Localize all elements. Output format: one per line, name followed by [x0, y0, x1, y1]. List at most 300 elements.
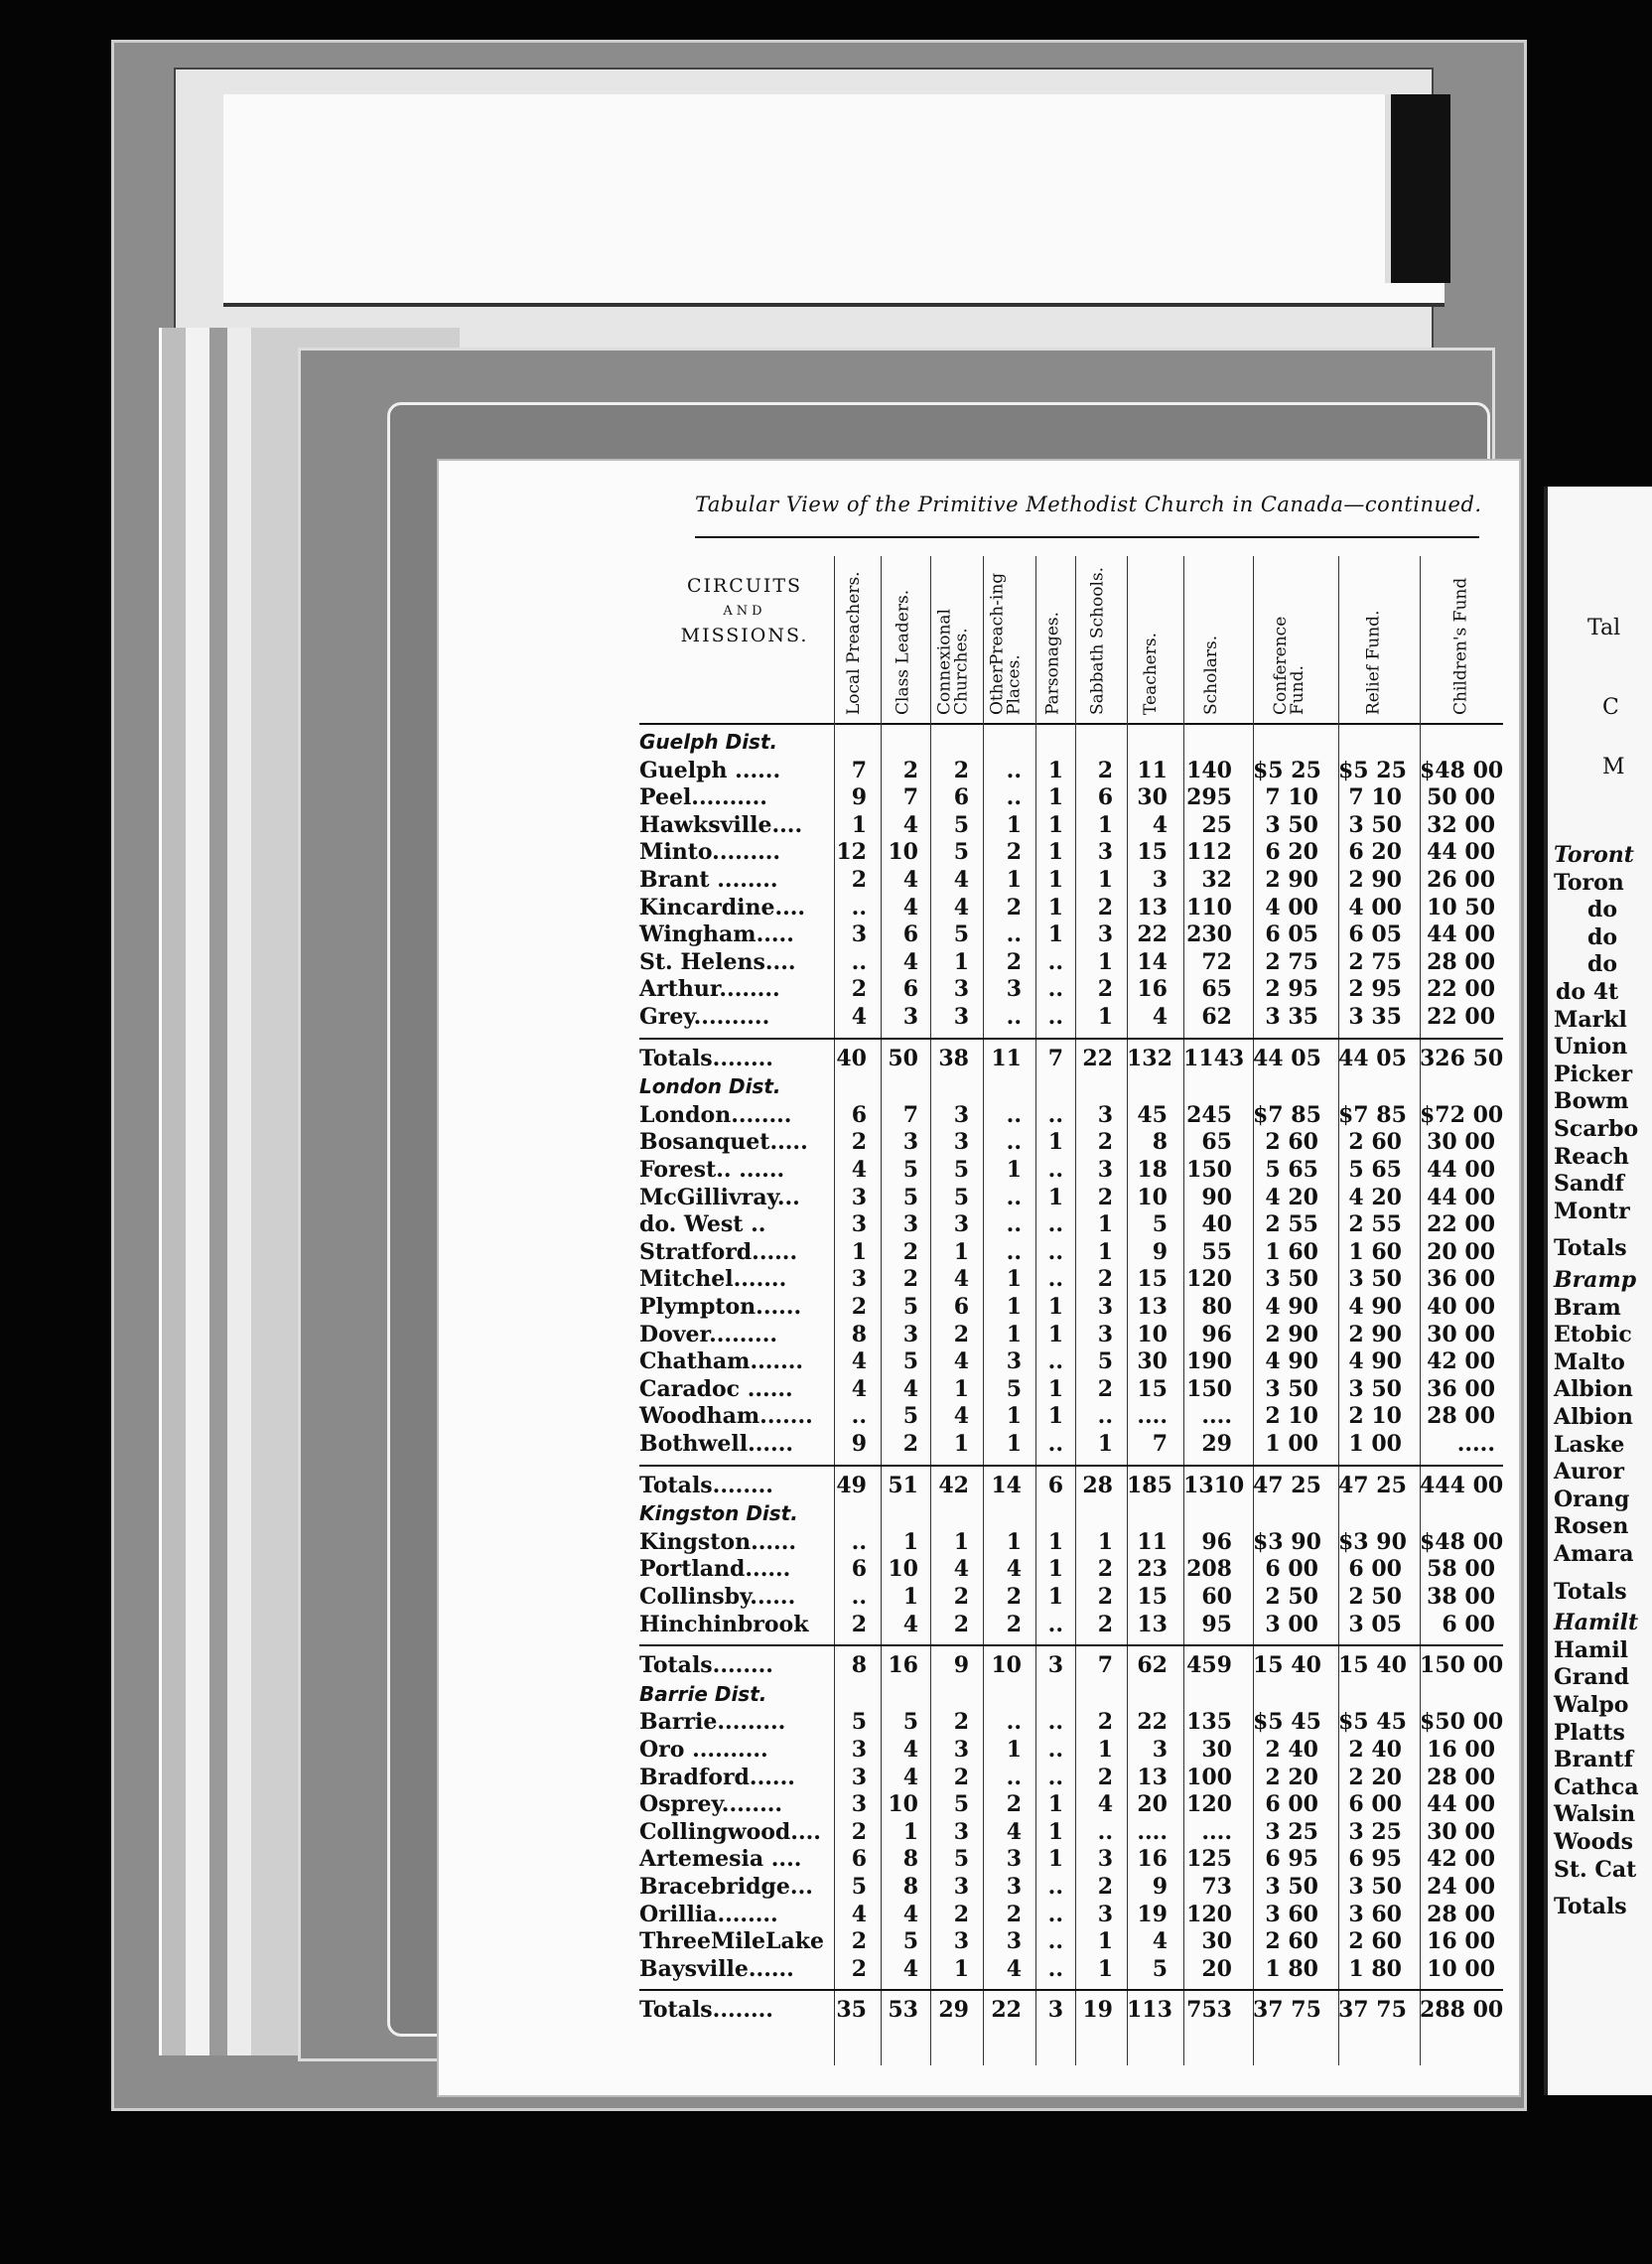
right-page-line: Picker	[1554, 1061, 1633, 1087]
table-cell: 90	[1201, 1184, 1232, 1210]
table-cell: 2	[902, 1238, 918, 1265]
totals-cell: 8	[851, 1652, 867, 1679]
right-page-line: Grand	[1554, 1664, 1630, 1691]
table-cell: 3	[1097, 1101, 1113, 1128]
circuit-name: Bradford......	[639, 1764, 795, 1790]
table-cell: 150	[1186, 1157, 1232, 1183]
right-page-line: Laske	[1554, 1431, 1625, 1458]
circuit-name: Bosanquet.....	[639, 1129, 808, 1156]
circuit-name: McGillivray...	[639, 1184, 800, 1210]
totals-rule	[639, 1989, 1503, 1991]
table-cell: 1	[1047, 894, 1063, 920]
table-cell: 2	[851, 1818, 867, 1845]
totals-label: Totals........	[639, 1997, 773, 2024]
circuit-name: Guelph ......	[639, 757, 781, 783]
table-cell: 3	[1097, 1846, 1113, 1873]
table-cell: 3	[1006, 1846, 1022, 1873]
table-cell: 3	[851, 921, 867, 948]
table-cell: 4	[851, 1004, 867, 1030]
table-cell: 3	[1006, 1348, 1022, 1375]
table-cell: 1 80	[1265, 1955, 1318, 1982]
table-cell: ..	[1006, 1211, 1022, 1238]
table-cell: 6 00	[1348, 1556, 1402, 1583]
totals-rule	[639, 1644, 1503, 1646]
table-cell: 36 00	[1427, 1375, 1495, 1402]
table-cell: 96	[1201, 1528, 1232, 1555]
table-cell: 9	[1152, 1874, 1168, 1900]
table-cell: 2	[953, 1709, 969, 1736]
table-cell: 4 90	[1348, 1348, 1402, 1375]
table-cell: 16 00	[1427, 1737, 1495, 1763]
right-page-line: Scarbo	[1554, 1116, 1639, 1142]
circuit-name: Portland......	[639, 1556, 791, 1583]
circuit-name: Arthur........	[639, 976, 780, 1003]
circuit-name: Oro ..........	[639, 1737, 768, 1763]
table-cell: 2	[851, 1955, 867, 1982]
circuit-name: Hinchinbrook	[639, 1611, 809, 1637]
column-header-1: Local Preachers.	[844, 571, 864, 715]
table-cell: 1	[1047, 1184, 1063, 1210]
table-cell: 3 50	[1265, 811, 1318, 838]
table-cell: 9	[1152, 1238, 1168, 1265]
table-cell: 3 00	[1265, 1611, 1318, 1637]
table-cell: 2	[953, 1611, 969, 1637]
table-cell: 3	[1152, 867, 1168, 893]
table-cell: 20 00	[1427, 1238, 1495, 1265]
table-cell: 1	[1006, 1528, 1022, 1555]
table-cell: 5	[851, 1874, 867, 1900]
right-page-line: Albion	[1554, 1376, 1633, 1403]
table-cell: 2	[1097, 1266, 1113, 1293]
circuit-name: Dover.........	[639, 1321, 778, 1347]
table-cell: 3 50	[1265, 1266, 1318, 1293]
table-cell: 16 00	[1427, 1928, 1495, 1955]
table-cell: ..	[851, 1403, 867, 1430]
table-cell: 4	[902, 1611, 918, 1637]
totals-cell: 47 25	[1253, 1472, 1321, 1498]
table-cell: 1	[1097, 1211, 1113, 1238]
table-cell: 23	[1137, 1556, 1168, 1583]
circuit-name: Peel..........	[639, 784, 767, 811]
right-page-line: Bowm	[1554, 1088, 1629, 1115]
table-cell: 150	[1186, 1375, 1232, 1402]
table-cell: ..	[1047, 1928, 1063, 1955]
table-cell: 6	[953, 1294, 969, 1320]
totals-cell: 444 00	[1420, 1472, 1504, 1498]
table-cell: 10	[888, 1556, 918, 1583]
table-cell: 4 90	[1265, 1294, 1318, 1320]
table-cell: 2 10	[1348, 1403, 1402, 1430]
table-cell: 2	[1097, 1129, 1113, 1156]
table-cell: 1 00	[1348, 1431, 1402, 1457]
column-header-11: Children's Fund	[1450, 577, 1471, 715]
table-cell: 1 60	[1265, 1238, 1318, 1265]
table-cell: 1	[1047, 1846, 1063, 1873]
totals-cell: 3	[1047, 1652, 1063, 1679]
totals-cell: 1143	[1183, 1045, 1245, 1071]
table-cell: 6 00	[1265, 1791, 1318, 1818]
totals-cell: 185	[1127, 1472, 1172, 1498]
table-cell: 30 00	[1427, 1321, 1495, 1347]
table-cell: 30	[1201, 1928, 1232, 1955]
table-cell: 2	[1097, 894, 1113, 920]
right-page	[1544, 487, 1652, 2095]
table-cell: 16	[1137, 1846, 1168, 1873]
right-page-line: Toron	[1554, 869, 1624, 896]
table-cell: 1	[1097, 1238, 1113, 1265]
table-cell: 3	[902, 1321, 918, 1347]
table-cell: 6 95	[1348, 1846, 1402, 1873]
table-cell: 2	[851, 1294, 867, 1320]
totals-cell: 44 05	[1338, 1045, 1407, 1071]
table-cell: 2	[902, 1266, 918, 1293]
table-cell: 1	[1047, 839, 1063, 866]
table-cell: 72	[1201, 948, 1232, 975]
right-page-line: Totals	[1554, 1578, 1627, 1605]
table-cell: 4	[1152, 1928, 1168, 1955]
circuit-name: Baysville......	[639, 1955, 794, 1982]
table-cell: 3 50	[1348, 1266, 1402, 1293]
table-cell: 3	[851, 1211, 867, 1238]
table-cell: 18	[1137, 1157, 1168, 1183]
table-cell: 1	[1006, 1294, 1022, 1320]
table-cell: 2 60	[1348, 1129, 1402, 1156]
table-cell: ..	[1047, 1874, 1063, 1900]
table-cell: 8	[851, 1321, 867, 1347]
blank-upper-sheet	[223, 94, 1445, 307]
right-page-line: Orang	[1554, 1486, 1630, 1512]
page-title: Tabular View of the Primitive Methodist Church in Canada—continued.	[695, 493, 1482, 516]
circuit-name: Hawksville....	[639, 811, 803, 838]
table-cell: 1	[1097, 1528, 1113, 1555]
table-cell: 5	[902, 1184, 918, 1210]
table-cell: 32 00	[1427, 811, 1495, 838]
table-cell: 58 00	[1427, 1556, 1495, 1583]
table-cell: 2 20	[1265, 1764, 1318, 1790]
table-cell: 1 00	[1265, 1431, 1318, 1457]
table-cell: 1	[1047, 1375, 1063, 1402]
circuit-name: Bracebridge...	[639, 1874, 813, 1900]
table-cell: 5	[953, 1846, 969, 1873]
table-cell: 4	[953, 1266, 969, 1293]
table-cell: 3	[953, 1874, 969, 1900]
right-page-line: do	[1587, 951, 1618, 978]
totals-cell: 28	[1082, 1472, 1113, 1498]
table-cell: 4	[902, 1901, 918, 1927]
table-cell: 45	[1137, 1101, 1168, 1128]
table-cell: 2	[902, 1431, 918, 1457]
table-cell: 1	[953, 1375, 969, 1402]
table-cell: 1 60	[1348, 1238, 1402, 1265]
table-cell: ..	[1006, 1184, 1022, 1210]
right-page-line: Malto	[1554, 1348, 1625, 1375]
table-cell: 5	[902, 1294, 918, 1320]
table-cell: 1	[1047, 784, 1063, 811]
table-cell: 3 25	[1265, 1818, 1318, 1845]
table-cell: 38 00	[1427, 1584, 1495, 1610]
right-page-line: Woods	[1554, 1829, 1634, 1855]
circuit-name: Plympton......	[639, 1294, 802, 1320]
table-cell: 13	[1137, 1764, 1168, 1790]
totals-cell: 37 75	[1338, 1997, 1407, 2024]
circuit-name: Caradoc ......	[639, 1375, 793, 1402]
table-cell: 44 00	[1427, 1791, 1495, 1818]
right-page-line: Walsin	[1554, 1801, 1636, 1828]
table-cell: 3	[851, 1764, 867, 1790]
table-cell: ..	[1047, 1431, 1063, 1457]
table-cell: 44 00	[1427, 1184, 1495, 1210]
totals-cell: 1310	[1183, 1472, 1245, 1498]
table-cell: ..	[851, 948, 867, 975]
totals-cell: 10	[991, 1652, 1022, 1679]
table-cell: $3 90	[1338, 1528, 1407, 1555]
table-cell: 44 00	[1427, 1157, 1495, 1183]
totals-rule	[639, 1465, 1503, 1467]
table-cell: 1	[902, 1818, 918, 1845]
totals-cell: 3	[1047, 1997, 1063, 2024]
column-header-5: Parsonages.	[1042, 611, 1063, 715]
table-cell: 28 00	[1427, 1764, 1495, 1790]
table-cell: 30 00	[1427, 1129, 1495, 1156]
table-cell: ..	[851, 894, 867, 920]
table-cell: 2	[1097, 1584, 1113, 1610]
table-cell: 4	[851, 1348, 867, 1375]
table-cell: 10	[888, 839, 918, 866]
table-cell: 8	[902, 1874, 918, 1900]
table-cell: 1	[1097, 1928, 1113, 1955]
table-cell: 4	[902, 1375, 918, 1402]
table-cell: ..	[1006, 1709, 1022, 1736]
table-cell: 6 20	[1348, 839, 1402, 866]
table-cell: 4 20	[1348, 1184, 1402, 1210]
table-cell: 5	[953, 921, 969, 948]
table-cell: 1	[953, 1528, 969, 1555]
table-cell: 2	[1097, 1709, 1113, 1736]
table-cell: 22	[1137, 921, 1168, 948]
table-cell: 3	[851, 1266, 867, 1293]
circuit-name: Osprey........	[639, 1791, 783, 1818]
table-cell: 2	[1097, 1764, 1113, 1790]
table-cell: 9	[851, 1431, 867, 1457]
right-page-line: St. Cat	[1554, 1856, 1637, 1883]
table-cell: 110	[1186, 894, 1232, 920]
table-cell: 5 65	[1348, 1157, 1402, 1183]
circuit-name: Bothwell......	[639, 1431, 794, 1457]
table-cell: 3	[953, 1211, 969, 1238]
table-cell: 2	[1097, 1556, 1113, 1583]
right-page-line: Sandf	[1554, 1171, 1624, 1198]
table-cell: 24 00	[1427, 1874, 1495, 1900]
circuit-name: Mitchel.......	[639, 1266, 787, 1293]
table-cell: 6 05	[1348, 921, 1402, 948]
table-cell: ..	[1047, 1238, 1063, 1265]
table-cell: ..	[1097, 1403, 1113, 1430]
table-cell: ....	[1201, 1818, 1232, 1845]
table-cell: 11	[1137, 1528, 1168, 1555]
totals-cell: 50	[888, 1045, 918, 1071]
right-page-line: Hamil	[1554, 1636, 1629, 1663]
table-cell: ..	[1047, 1955, 1063, 1982]
table-cell: 2	[851, 1129, 867, 1156]
table-cell: ..	[1006, 1238, 1022, 1265]
table-cell: 15	[1137, 1584, 1168, 1610]
totals-cell: 132	[1127, 1045, 1172, 1071]
table-cell: ..	[1047, 1348, 1063, 1375]
totals-cell: 51	[888, 1472, 918, 1498]
table-cell: 1	[1006, 1157, 1022, 1183]
table-cell: 1	[1047, 1294, 1063, 1320]
table-cell: 10 00	[1427, 1955, 1495, 1982]
table-cell: 2	[1006, 1584, 1022, 1610]
totals-cell: 459	[1186, 1652, 1232, 1679]
table-cell: 6	[851, 1846, 867, 1873]
table-cell: 4	[902, 1737, 918, 1763]
table-cell: $48 00	[1420, 1528, 1504, 1555]
table-cell: 1	[1047, 867, 1063, 893]
totals-cell: 35	[836, 1997, 867, 2024]
totals-cell: 47 25	[1338, 1472, 1407, 1498]
table-cell: 16	[1137, 976, 1168, 1003]
table-cell: 14	[1137, 948, 1168, 975]
table-cell: 1	[1006, 1431, 1022, 1457]
table-cell: 15	[1137, 1266, 1168, 1293]
table-cell: ..	[851, 1584, 867, 1610]
right-page-header-fragment: C	[1602, 695, 1619, 720]
table-cell: 3 35	[1265, 1004, 1318, 1030]
table-cell: 2 50	[1265, 1584, 1318, 1610]
table-cell: 120	[1186, 1266, 1232, 1293]
circuit-name: Minto.........	[639, 839, 781, 866]
table-cell: 2	[902, 757, 918, 783]
totals-cell: 113	[1127, 1997, 1172, 2024]
table-cell: 4 90	[1265, 1348, 1318, 1375]
table-cell: 36 00	[1427, 1266, 1495, 1293]
circuit-name: Collinsby......	[639, 1584, 796, 1610]
totals-label: Totals........	[639, 1045, 773, 1071]
table-cell: ....	[1137, 1403, 1168, 1430]
table-cell: 44 00	[1427, 839, 1495, 866]
table-cell: 1	[851, 1238, 867, 1265]
circuits-line-2: AND	[723, 604, 766, 619]
totals-cell: 62	[1137, 1652, 1168, 1679]
table-cell: 1	[1047, 1584, 1063, 1610]
column-header-4: OtherPreach-ing Places.	[987, 572, 1025, 715]
table-cell: 2 90	[1265, 867, 1318, 893]
table-cell: ....	[1137, 1818, 1168, 1845]
table-cell: 10	[1137, 1184, 1168, 1210]
right-page-line: Totals	[1554, 1235, 1627, 1262]
circuit-name: Barrie.........	[639, 1709, 786, 1736]
table-cell: $5 25	[1253, 757, 1321, 783]
table-cell: 4	[953, 1403, 969, 1430]
circuits-header	[645, 574, 844, 648]
table-cell: 4	[953, 867, 969, 893]
table-cell: 20	[1137, 1791, 1168, 1818]
right-page-line: Platts	[1554, 1719, 1625, 1746]
table-cell: 1	[1097, 1004, 1113, 1030]
table-cell: 6 00	[1348, 1791, 1402, 1818]
table-cell: 2	[953, 1764, 969, 1790]
table-cell: 1	[953, 1955, 969, 1982]
table-cell: 3	[953, 1129, 969, 1156]
totals-cell: 42	[938, 1472, 969, 1498]
header-rule	[639, 723, 1503, 725]
table-cell: 3 60	[1348, 1901, 1402, 1927]
table-cell: 40 00	[1427, 1294, 1495, 1320]
table-cell: 13	[1137, 1294, 1168, 1320]
table-cell: 22 00	[1427, 1211, 1495, 1238]
table-cell: $72 00	[1420, 1101, 1504, 1128]
table-cell: $7 85	[1338, 1101, 1407, 1128]
table-cell: 4	[1006, 1818, 1022, 1845]
totals-cell: 15 40	[1338, 1652, 1407, 1679]
table-cell: 4	[953, 894, 969, 920]
table-cell: 4 00	[1348, 894, 1402, 920]
totals-rule	[639, 1038, 1503, 1040]
table-cell: 5	[953, 839, 969, 866]
totals-cell: 29	[938, 1997, 969, 2024]
table-cell: 1	[1047, 1791, 1063, 1818]
table-cell: 5	[902, 1157, 918, 1183]
totals-cell: 14	[991, 1472, 1022, 1498]
table-cell: 3	[1152, 1737, 1168, 1763]
right-page-line: Reach	[1554, 1143, 1629, 1170]
table-cell: 3	[851, 1737, 867, 1763]
table-cell: 2	[851, 867, 867, 893]
right-page-line: Hamilt	[1554, 1610, 1639, 1636]
table-cell: $7 85	[1253, 1101, 1321, 1128]
table-cell: 4	[902, 948, 918, 975]
table-cell: 10 50	[1427, 894, 1495, 920]
table-cell: ..	[1097, 1818, 1113, 1845]
table-cell: 4	[851, 1157, 867, 1183]
right-page-line: do	[1587, 897, 1618, 923]
table-cell: 2	[1006, 1791, 1022, 1818]
table-cell: 4	[851, 1901, 867, 1927]
table-cell: 2	[953, 757, 969, 783]
table-cell: 3	[902, 1004, 918, 1030]
totals-cell: 40	[836, 1045, 867, 1071]
table-cell: 2	[1006, 894, 1022, 920]
totals-cell: 288 00	[1420, 1997, 1504, 2024]
table-cell: 3	[851, 1184, 867, 1210]
table-cell: 1	[1006, 1737, 1022, 1763]
table-cell: 5	[1097, 1348, 1113, 1375]
table-cell: 2 55	[1348, 1211, 1402, 1238]
table-cell: ..	[1006, 1101, 1022, 1128]
table-cell: 4	[902, 894, 918, 920]
table-cell: 100	[1186, 1764, 1232, 1790]
circuits-line-3: MISSIONS.	[680, 625, 809, 646]
table-cell: ..	[1047, 1901, 1063, 1927]
table-cell: 1	[953, 948, 969, 975]
circuit-name: ThreeMileLake	[639, 1928, 824, 1955]
circuit-name: Artemesia ....	[639, 1846, 802, 1873]
district-heading: London Dist.	[639, 1074, 781, 1099]
table-cell: 73	[1201, 1874, 1232, 1900]
table-cell: 6	[1097, 784, 1113, 811]
right-page-line: Amara	[1554, 1541, 1634, 1567]
circuit-name: Wingham.....	[639, 921, 794, 948]
table-cell: 4	[953, 1556, 969, 1583]
table-cell: 3	[1097, 1294, 1113, 1320]
table-cell: 4	[1097, 1791, 1113, 1818]
table-cell: 245	[1186, 1101, 1232, 1128]
table-cell: 5	[1152, 1211, 1168, 1238]
table-cell: 10	[888, 1791, 918, 1818]
table-cell: 2 10	[1265, 1403, 1318, 1430]
totals-cell: 19	[1082, 1997, 1113, 2024]
